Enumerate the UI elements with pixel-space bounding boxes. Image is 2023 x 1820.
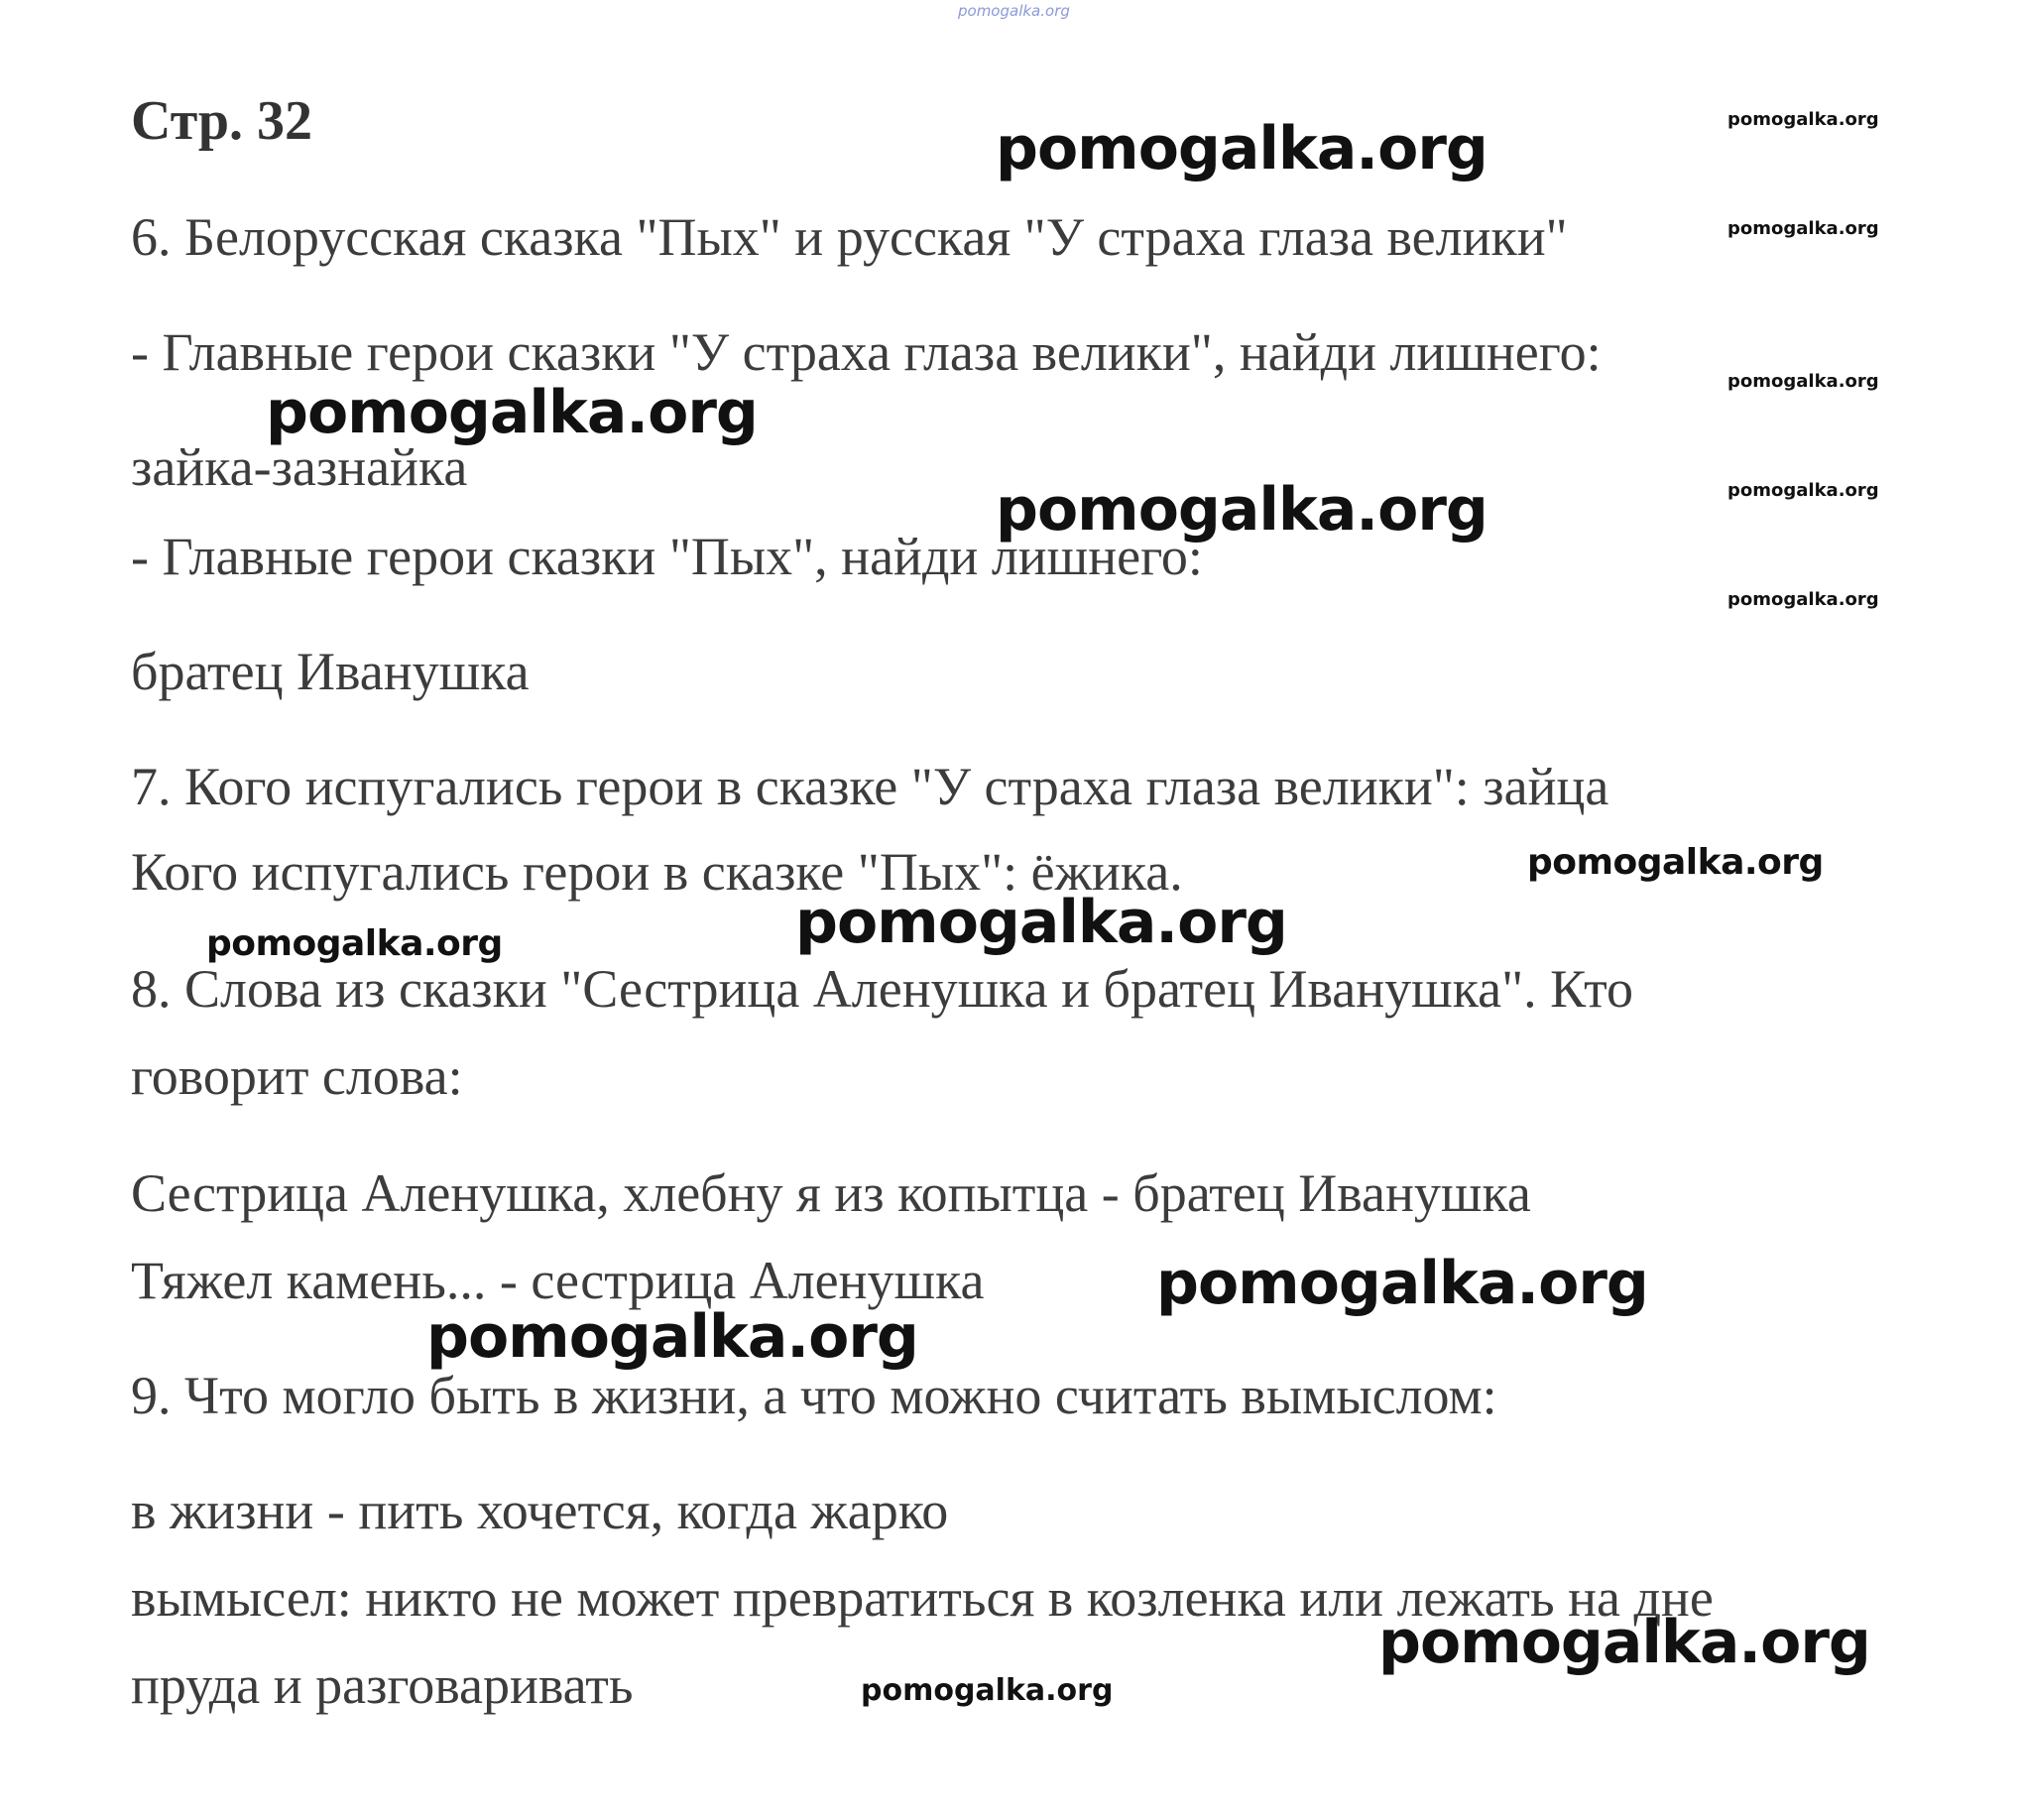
watermark-small-2: pomogalka.org: [1727, 218, 1879, 239]
text-line-2: - Главные герои сказки "У страха глаза велики", найди лишнего:: [131, 322, 1602, 382]
text-line-15: пруда и разговаривать: [131, 1655, 634, 1715]
watermark-small-1: pomogalka.org: [1727, 109, 1879, 130]
watermark-small-4: pomogalka.org: [1727, 480, 1879, 501]
text-line-5: братец Иванушка: [131, 642, 530, 701]
watermark-small-3: pomogalka.org: [1727, 371, 1879, 392]
watermark-large-4: pomogalka.org: [795, 888, 1287, 957]
watermark-large-3: pomogalka.org: [996, 475, 1488, 545]
watermark-medium-1: pomogalka.org: [1527, 842, 1824, 883]
watermark-large-1: pomogalka.org: [996, 114, 1488, 183]
text-line-4: - Главные герои сказки "Пых", найди лишнего:: [131, 527, 1203, 586]
text-line-8: 8. Слова из сказки "Сестрица Аленушка и братец Иванушка". Кто: [131, 959, 1633, 1019]
watermark-top: pomogalka.org: [958, 2, 1070, 20]
watermark-large-6: pomogalka.org: [426, 1302, 918, 1372]
text-line-11: Тяжел камень... - сестрица Аленушка: [131, 1251, 985, 1310]
text-line-3: зайка-зазнайка: [131, 437, 468, 497]
text-line-7: Кого испугались герои в сказке "Пых": ёжика.: [131, 842, 1183, 902]
text-line-13: в жизни - пить хочется, когда жарко: [131, 1481, 949, 1540]
watermark-medium-2: pomogalka.org: [206, 923, 503, 964]
text-line-12: 9. Что могло быть в жизни, а что можно считать вымыслом:: [131, 1366, 1497, 1425]
watermark-large-5: pomogalka.org: [1156, 1249, 1648, 1318]
text-line-6: 7. Кого испугались герои в сказке "У страха глаза велики": зайца: [131, 757, 1609, 816]
text-line-9: говорит слова:: [131, 1046, 463, 1106]
watermark-small-5: pomogalka.org: [1727, 589, 1879, 610]
text-line-14: вымысел: никто не может превратиться в козленка или лежать на дне: [131, 1568, 1714, 1628]
page-title: Стр. 32: [131, 90, 313, 152]
watermark-small-6: pomogalka.org: [861, 1673, 1114, 1708]
text-line-10: Сестрица Аленушка, хлебну я из копытца - братец Иванушка: [131, 1163, 1531, 1223]
watermark-large-7: pomogalka.org: [1378, 1608, 1870, 1677]
text-line-1: 6. Белорусская сказка "Пых" и русская "У страха глаза велики": [131, 207, 1568, 267]
watermark-large-2: pomogalka.org: [266, 378, 758, 447]
